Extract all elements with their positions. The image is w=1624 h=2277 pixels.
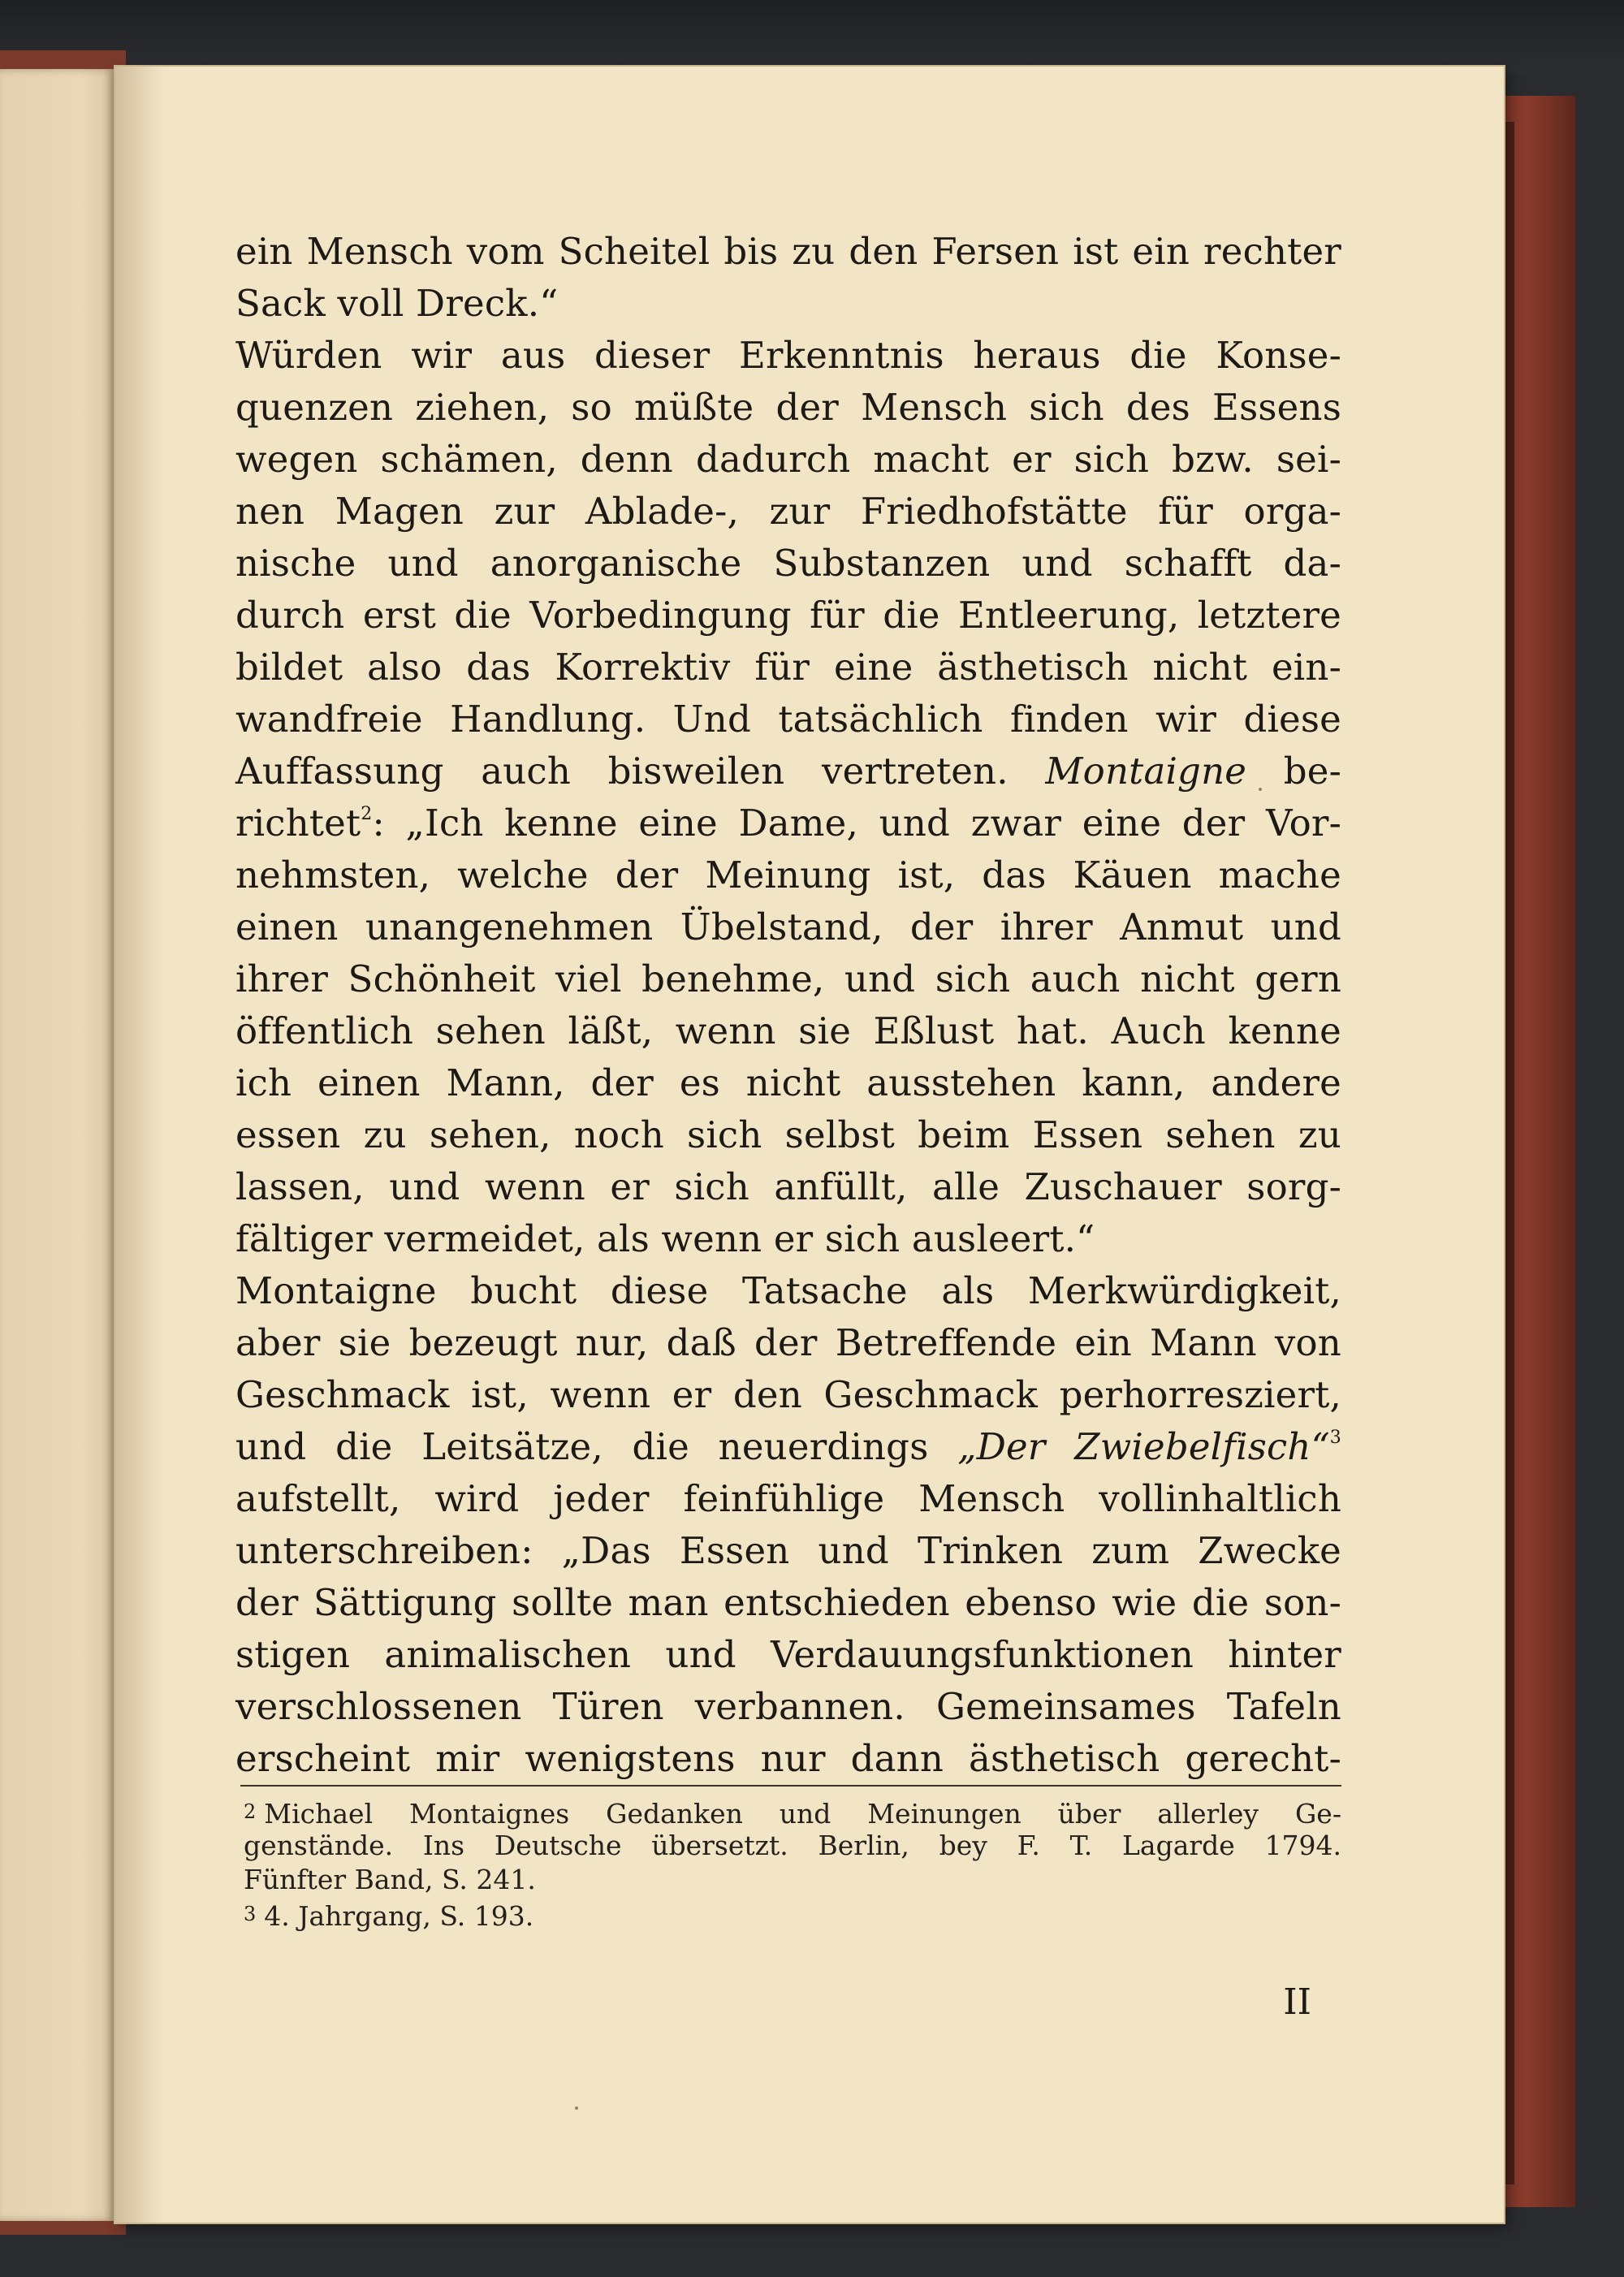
footnote-text: 4. Jahrgang, S. 193.	[264, 1900, 534, 1932]
text-line: aber sie bezeugt nur, daß der Betreffende ein Mann von	[235, 1321, 1341, 1364]
footnote-marker: 2	[361, 804, 373, 824]
previous-page-edge	[0, 69, 115, 2221]
text-fragment: : „Ich kenne eine Dame, und zwar eine der Vor-	[372, 801, 1341, 845]
author-name-italic: Montaigne	[1045, 750, 1247, 793]
text-line: öffentlich sehen läßt, wenn sie Eßlust hat. Auch kenne	[235, 1009, 1341, 1052]
text-line: essen zu sehen, noch sich selbst beim Essen sehen zu	[235, 1113, 1341, 1156]
text-line: lassen, und wenn er sich anfüllt, alle Zuschauer sorg-	[235, 1165, 1341, 1208]
footnote-line	[244, 1829, 1341, 1863]
footnote-line	[244, 1897, 1341, 1931]
text-line: Würden wir aus dieser Erkenntnis heraus die Konse-	[235, 334, 1341, 377]
text-line: quenzen ziehen, so müßte der Mensch sich des Essens	[235, 386, 1341, 429]
footnote-text: genstände. Ins Deutsche übersetzt. Berlin, bey F. T. Lagarde 1794.	[244, 1830, 1341, 1861]
body-text	[235, 226, 1341, 1785]
text-line: unterschreiben: „Das Essen und Trinken zum Zwecke	[235, 1529, 1341, 1572]
text-line: stigen animalischen und Verdauungsfunktionen hinter	[235, 1633, 1341, 1676]
title-italic: „Der Zwiebelfisch“	[957, 1425, 1330, 1468]
text-line: wegen schämen, denn dadurch macht er sich bzw. sei-	[235, 438, 1341, 481]
text-line: der Sättigung sollte man entschieden ebenso wie die son-	[235, 1581, 1341, 1624]
text-fragment: und die Leitsätze, die neuerdings	[235, 1425, 929, 1468]
scanner-background	[0, 0, 1624, 73]
text-line: ich einen Mann, der es nicht ausstehen kann, andere	[235, 1061, 1341, 1104]
text-line	[235, 797, 1341, 849]
text-line: fältiger vermeidet, als wenn er sich ausleert.“	[235, 1217, 1095, 1260]
paper-speck	[575, 2106, 578, 2110]
text-fragment: richtet	[235, 801, 361, 845]
text-fragment: be-	[1283, 750, 1341, 793]
footnote-number: 2	[244, 1800, 257, 1823]
footnote-number: 3	[244, 1903, 257, 1925]
footnote-text: Fünfter Band, S. 241.	[244, 1864, 536, 1895]
text-line: bildet also das Korrektiv für eine ästhetisch nicht ein-	[235, 646, 1341, 689]
footnote-marker: 3	[1329, 1428, 1341, 1448]
page-number: II	[1283, 1981, 1311, 2023]
text-line	[235, 745, 1341, 797]
footnote-text: Michael Montaignes Gedanken und Meinungen über allerley Ge-	[264, 1798, 1341, 1830]
text-line: verschlossenen Türen verbannen. Gemeinsames Tafeln	[235, 1685, 1341, 1728]
text-line: nen Magen zur Ablade-, zur Friedhofstätte für orga-	[235, 490, 1341, 533]
text-line: durch erst die Vorbedingung für die Entleerung, letztere	[235, 594, 1341, 637]
footnotes	[244, 1795, 1341, 1931]
paper-speck	[1259, 788, 1262, 791]
book-page	[115, 67, 1504, 2223]
text-line: ein Mensch vom Scheitel bis zu den Fersen ist ein rechter	[235, 230, 1341, 273]
text-line: Sack voll Dreck.“	[235, 282, 559, 325]
text-fragment: Auffassung auch bisweilen vertreten.	[235, 750, 1009, 793]
footnote-divider	[240, 1785, 1341, 1787]
text-line: nehmsten, welche der Meinung ist, das Käuen mache	[235, 853, 1341, 897]
text-line: Montaigne bucht diese Tatsache als Merkwürdigkeit,	[235, 1269, 1341, 1312]
text-line: einen unangenehmen Übelstand, der ihrer Anmut und	[235, 905, 1341, 948]
text-line: Geschmack ist, wenn er den Geschmack perhorresziert,	[235, 1373, 1341, 1416]
text-line: ihrer Schönheit viel benehme, und sich auch nicht gern	[235, 957, 1341, 1000]
text-line: wandfreie Handlung. Und tatsächlich finden wir diese	[235, 698, 1341, 741]
text-line	[235, 1421, 1341, 1473]
footnote-line	[244, 1795, 1341, 1829]
footnote-line	[244, 1863, 1341, 1897]
text-line: nische und anorganische Substanzen und schafft da-	[235, 542, 1341, 585]
text-line: aufstellt, wird jeder feinfühlige Mensch vollinhaltlich	[235, 1477, 1341, 1520]
text-line: erscheint mir wenigstens nur dann ästhetisch gerecht-	[235, 1737, 1341, 1780]
